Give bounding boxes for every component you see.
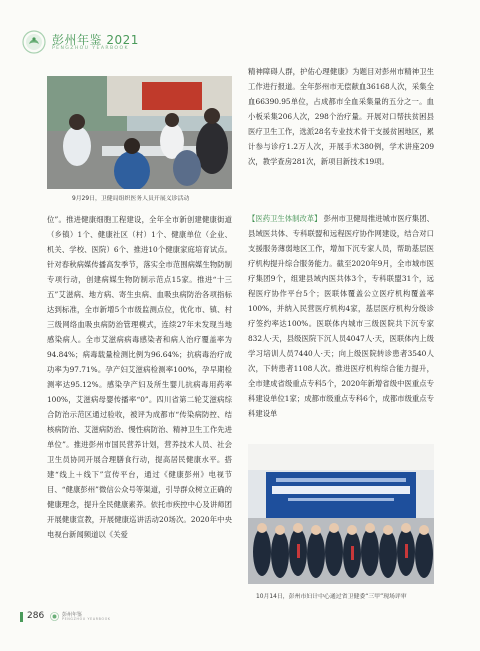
body-paragraph: 位”。推进健康细胞工程建设，全年全市新创建健康街道（乡镇）1个、健康社区（村）1个、健康单位（企业、机关、学校、医院）6个、推进10个健康家庭培育试点。针对春秋病媒传播高发季节，落实全市范围病媒生物防制专项行动，创建病媒生物防制示范点15家。推进“十三五”艾滋病、地方病、寄生虫病、血吸虫病防治各项指标达到标准，全市新增5个市级监测点位，优化市、镇、村三级网络血吸虫病防治管理模式，连续27年未发现当地感染病人。全市艾滋病病毒感染者和病人治疗覆盖率为94.84%；病毒载量检测比例为96.64%；抗病毒治疗成功率为97.71%。孕产妇艾滋病检测率100%，孕早期检测率达95.12%。感染孕产妇及所生婴儿抗病毒用药率100%，艾滋病母婴传播率“0”。四川省第二轮艾滋病综合防治示范区通过验收，被评为成都市“传染病防控、结核病防治、艾滋病防治、慢性病防治、精神卫生工作先进单位”。推进彭州市国民营养计划，营养技术人员、社会卫生员协同开展合理膳食行动，提高居民健康水平。搭建“线上＋线下”宣传平台，通过《健康彭州》电视节目、“健康彭州”微信公众号等渠道，引导群众树立正确的健康理念，提升全民健康素养。依托市疾控中心及讲师团开展健康宣教，开展健康巡讲活动20场次。2020年中央电视台新闻频道以《关爱 — [47, 215, 232, 539]
left-column-text — [47, 212, 232, 608]
footer-title: 彭州年鉴 — [62, 612, 83, 618]
clinic-event-photo — [47, 76, 232, 189]
page-marker — [20, 612, 23, 622]
health-reform-section — [248, 211, 434, 440]
page-number: 286 — [27, 611, 45, 621]
yearbook-logo-icon — [22, 30, 46, 54]
page-header — [22, 30, 182, 56]
section-tag: 【医药卫生体制改革】 — [248, 214, 322, 223]
photo-caption: 9月29日，卫健局组织医务人员开展义诊活动 — [72, 196, 190, 202]
body-paragraph: 精神障碍人群，护佑心理健康》为题目对彭州市精神卫生工作进行报道。全年彭州市无偿献血36168人次，采集全血66390.95单位，占成都市全血采集量的五分之一。血小板采集206人次，298个治疗量。开展对口帮扶贫困县医疗卫生工作，选派28名专业技术骨干支援贫困地区，累计参与诊疗1.2万人次，开展手术380例，学术讲座209次，教学查房281次，新项目新技术19项。 — [248, 67, 434, 166]
right-column-top-text — [248, 64, 434, 199]
yearbook-logo-icon — [50, 612, 59, 621]
photo-caption: 10月14日，彭州市妇计中心通过省卫健委“三甲”现场评审 — [256, 594, 407, 600]
header-title: 彭州年鉴 2021 — [52, 33, 139, 47]
page-footer — [20, 611, 180, 623]
review-meeting-photo — [248, 444, 434, 584]
footer-subtitle: PENGZHOU YEARBOOK — [62, 617, 111, 621]
body-paragraph — [248, 211, 434, 421]
header-subtitle: PENGZHOU YEARBOOK — [52, 46, 129, 51]
section-body: 彭州市卫健局推进城市医疗集团、县域医共体、专科联盟和远程医疗协作网建设，结合对口支援服务薄弱地区工作，增加下沉专家人员，帮助基层医疗机构提升综合服务能力。截至2020年9月，全市城市医疗集团9个，组建县域内医共体3个，专科联盟31个，远程医疗协作平台5个；医联体覆盖公立医疗机构覆盖率100%，并纳入民营医疗机构4家，基层医疗机构分级诊疗签约率达100%。医联体内城市三级医院共下沉专家832人·天，县级医院下沉人员4047人·天，医联体内上级学习培训人员7440人·天；向上级医院转诊患者3540人次，下转患者1108人次。推进医疗机构综合能力提升，全市建成省级重点专科5个，2020年新增省级中医重点专科建设单位1家；成都市级重点专科6个，成都市级重点专科建设单 — [248, 214, 434, 418]
